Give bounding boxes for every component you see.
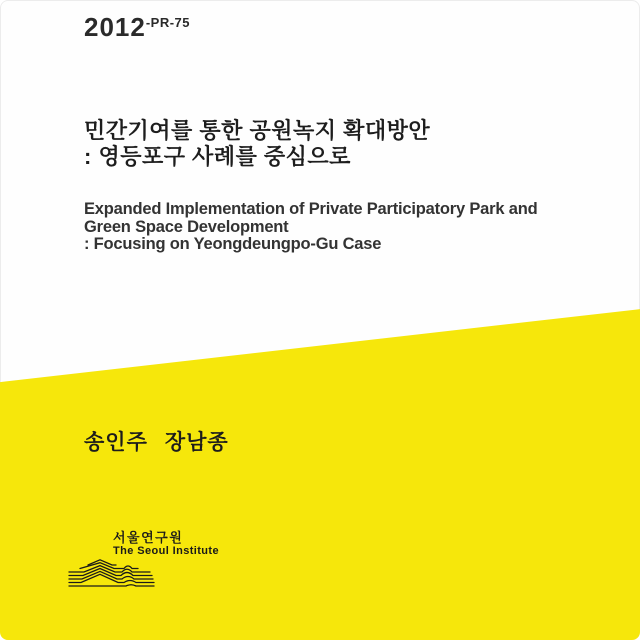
title-korean-line2: : 영등포구 사례를 중심으로: [84, 144, 351, 169]
publisher-block: [66, 530, 246, 600]
title-english-line1: Expanded Implementation of Private Participatory Park and: [84, 200, 538, 218]
author-names: [84, 426, 229, 456]
publisher-name-korean: 서울연구원: [113, 530, 184, 545]
report-number: [84, 12, 190, 43]
seoul-institute-logo-icon: [66, 559, 158, 589]
title-english-line2: Green Space Development: [84, 217, 289, 236]
publisher-text: [113, 530, 219, 557]
report-year: 2012: [84, 12, 146, 42]
title-english-line3: : Focusing on Yeongdeungpo-Gu Case: [84, 235, 382, 253]
title-korean: [84, 118, 430, 170]
title-english: [84, 201, 537, 254]
author-1: 송인주: [84, 431, 148, 454]
report-series-code: -PR-75: [145, 15, 191, 30]
author-2: 장남종: [164, 431, 229, 454]
title-korean-line1: 민간기여를 통한 공원녹지 확대방안: [84, 118, 431, 143]
publisher-name-english: The Seoul Institute: [113, 545, 219, 557]
